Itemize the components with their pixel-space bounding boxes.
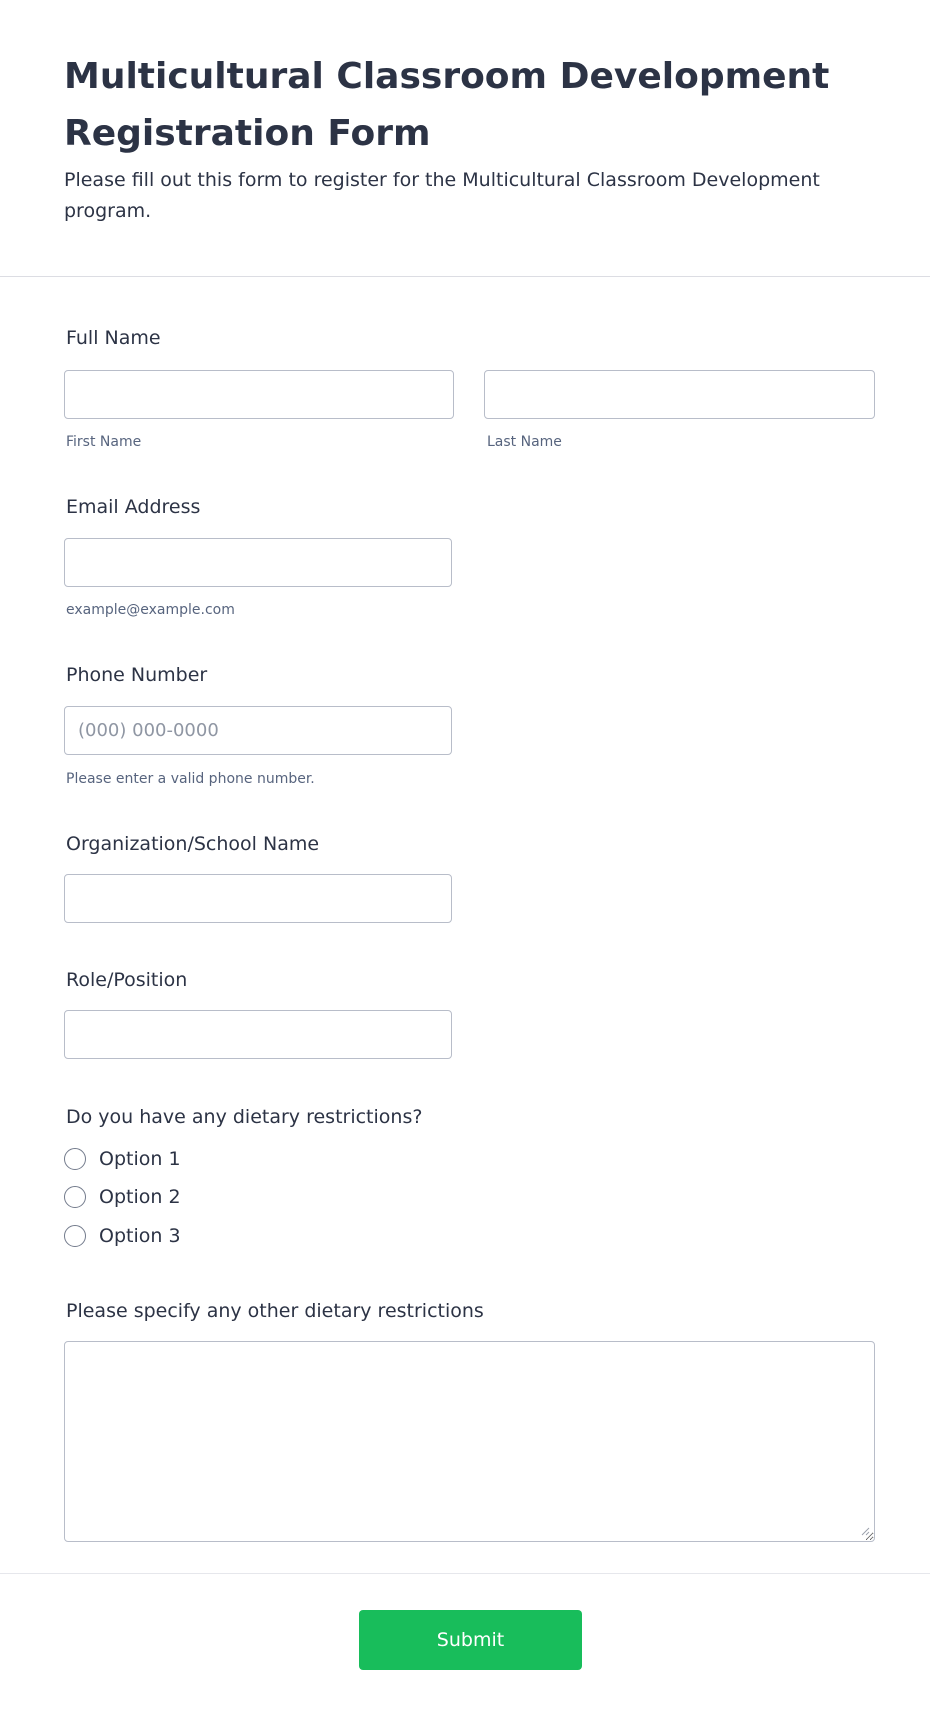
first-name-input[interactable] [64,370,454,419]
organization-input[interactable] [64,874,452,923]
full-name-label: Full Name [66,327,161,349]
other-dietary-textarea[interactable] [64,1341,875,1542]
page-subtitle: Please fill out this form to register for the Multicultural Classroom Development program. [64,169,820,222]
role-label: Role/Position [66,969,188,991]
email-label: Email Address [66,496,201,518]
submit-button[interactable]: Submit [359,1610,582,1670]
page-title: Multicultural Classroom Development Registration Form [64,56,830,154]
dietary-option-2[interactable] [64,1184,181,1210]
email-sublabel: example@example.com [66,602,235,618]
email-input[interactable] [64,538,452,587]
radio-button[interactable] [64,1186,86,1208]
first-name-sublabel: First Name [66,434,142,450]
dietary-option-3[interactable] [64,1223,181,1249]
form-header [0,0,930,277]
radio-button[interactable] [64,1225,86,1247]
other-dietary-label: Please specify any other dietary restrictions [66,1300,484,1322]
dietary-label: Do you have any dietary restrictions? [66,1106,423,1128]
resize-grip-icon[interactable] [860,1526,870,1536]
role-input[interactable] [64,1010,452,1059]
radio-button[interactable] [64,1148,86,1170]
organization-label: Organization/School Name [66,833,320,855]
dietary-option-1[interactable] [64,1146,181,1172]
phone-sublabel: Please enter a valid phone number. [66,771,315,787]
radio-label: Option 1 [99,1148,181,1170]
radio-label: Option 3 [99,1225,181,1247]
last-name-sublabel: Last Name [487,434,562,450]
phone-label: Phone Number [66,664,208,686]
footer-divider [0,1573,930,1574]
phone-input[interactable] [64,706,452,755]
radio-label: Option 2 [99,1186,181,1208]
last-name-input[interactable] [484,370,875,419]
